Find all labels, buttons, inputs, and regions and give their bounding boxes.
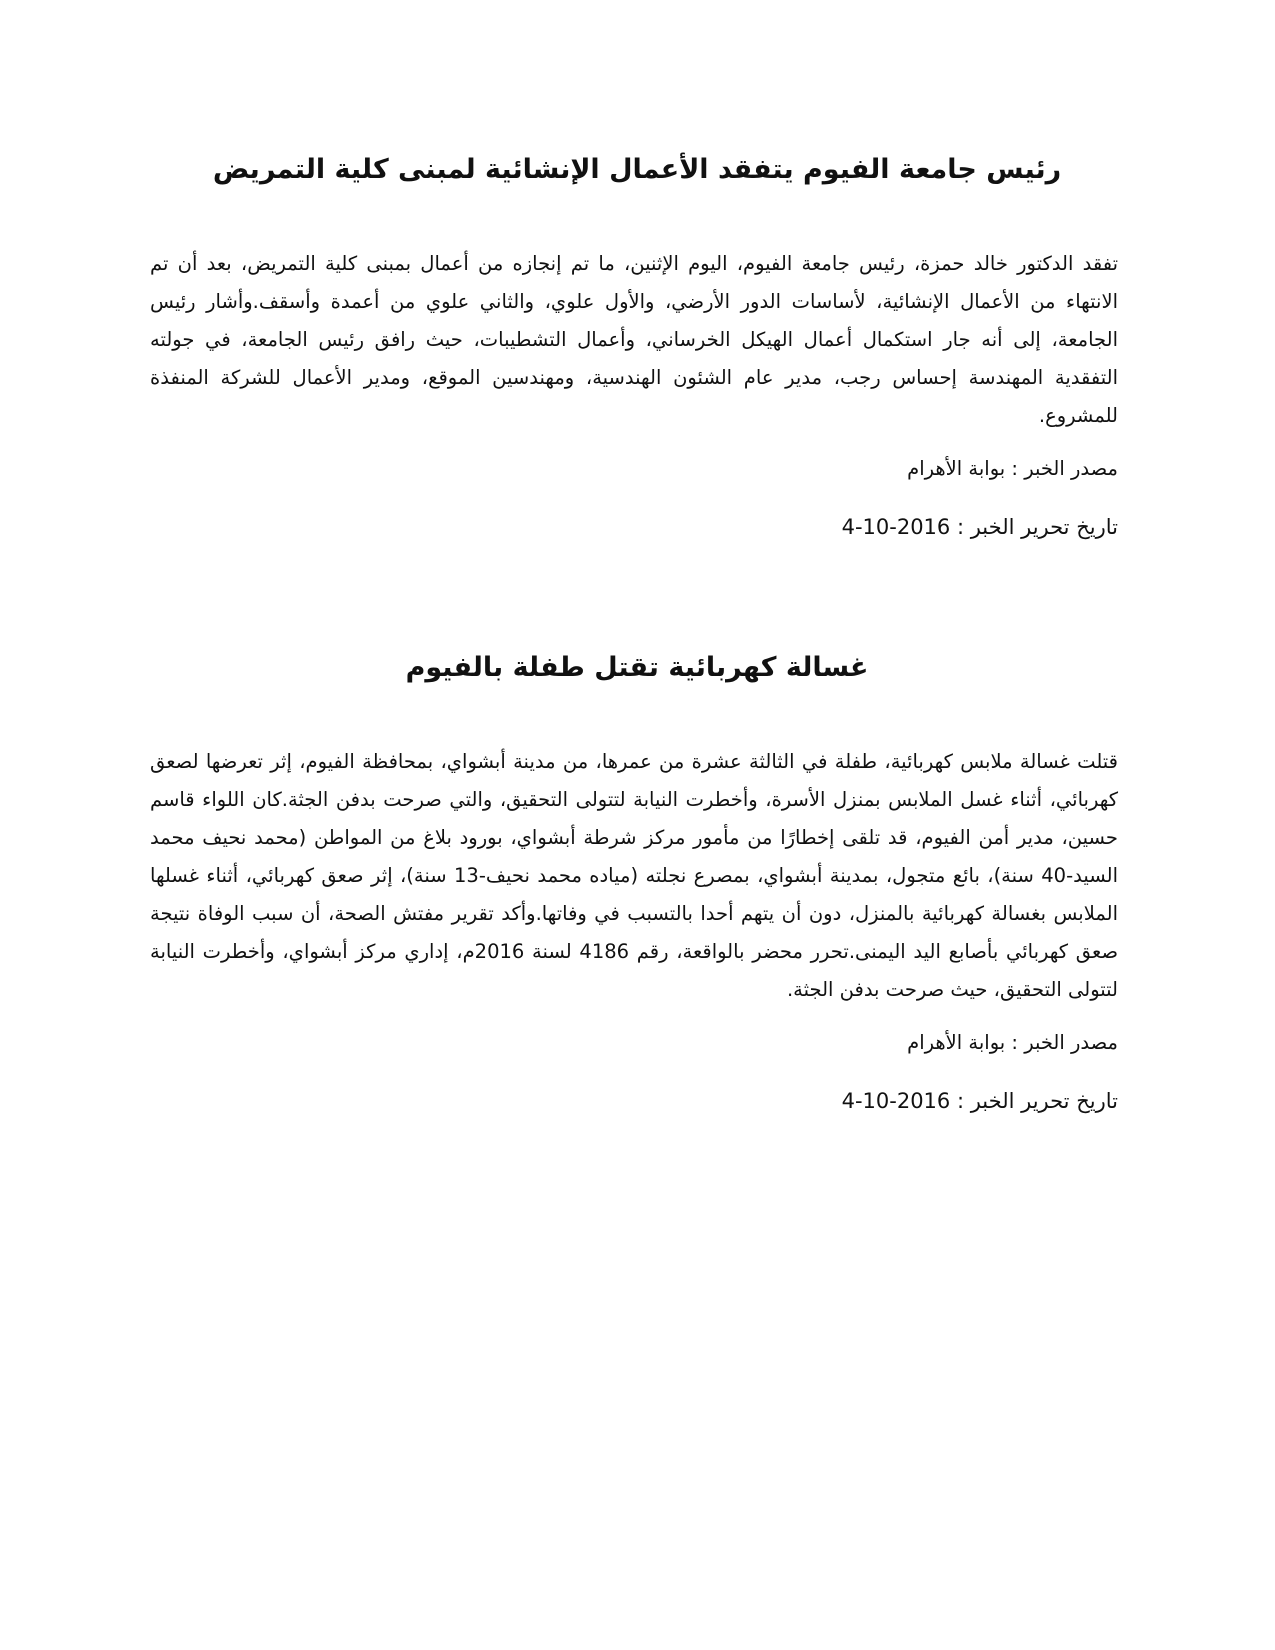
date-value: 4-10-2016	[841, 515, 951, 539]
source-label: مصدر الخبر :	[1011, 457, 1118, 480]
article-source	[150, 1024, 1118, 1062]
article-source	[150, 450, 1118, 488]
source-value: بوابة الأهرام	[907, 1031, 1006, 1054]
date-label: تاريخ تحرير الخبر :	[956, 515, 1118, 539]
source-value: بوابة الأهرام	[907, 457, 1006, 480]
date-value: 4-10-2016	[841, 1089, 951, 1113]
article-date	[150, 508, 1118, 546]
date-label: تاريخ تحرير الخبر :	[956, 1089, 1118, 1113]
article-date	[150, 1082, 1118, 1120]
news-article	[150, 150, 1118, 546]
article-body: تفقد الدكتور خالد حمزة، رئيس جامعة الفيوم، اليوم الإثنين، ما تم إنجازه من أعمال بمبنى كلية التمريض، بعد أن تم الانتهاء من الأعمال الإنشائية، لأساسات الدور الأرضي، والأول علوي، والثاني علوي من أعمدة وأسقف.وأشار رئيس الجامعة، إلى أنه جار استكمال أعمال الهيكل الخرساني، وأعمال التشطيبات، حيث رافق رئيس الجامعة، في جولته التفقدية المهندسة إحساس رجب، مدير عام الشئون الهندسية، ومهندسين الموقع، ومدير الأعمال للشركة المنفذة للمشروع.	[150, 252, 1118, 427]
source-label: مصدر الخبر :	[1011, 1031, 1118, 1054]
news-article	[150, 648, 1118, 1120]
article-headline: غسالة كهربائية تقتل طفلة بالفيوم	[405, 652, 869, 683]
article-body: قتلت غسالة ملابس كهربائية، طفلة في الثالثة عشرة من عمرها، من مدينة أبشواي، بمحافظة الفيوم، إثر تعرضها لصعق كهربائي، أثناء غسل الملابس بمنزل الأسرة، وأخطرت النيابة لتتولى التحقيق، والتي صرحت بدفن الجثة.كان اللواء قاسم حسين، مدير أمن الفيوم، قد تلقى إخطارًا من مأمور مركز شرطة أبشواي، بورود بلاغ من المواطن (محمد نحيف محمد السيد-40 سنة)، بائع متجول، بمدينة أبشواي، بمصرع نجلته (مياده محمد نحيف-13 سنة)، إثر صعق كهربائي، أثناء غسلها الملابس بغسالة كهربائية بالمنزل، دون أن يتهم أحدا بالتسبب في وفاتها.وأكد تقرير مفتش الصحة، أن سبب الوفاة نتيجة صعق كهربائي بأصابع اليد اليمنى.تحرر محضر بالواقعة، رقم 4186 لسنة 2016م، إداري مركز أبشواي، وأخطرت النيابة لتتولى التحقيق، حيث صرحت بدفن الجثة.	[150, 750, 1119, 1001]
article-headline: رئيس جامعة الفيوم يتفقد الأعمال الإنشائية لمبنى كلية التمريض	[212, 154, 1062, 185]
